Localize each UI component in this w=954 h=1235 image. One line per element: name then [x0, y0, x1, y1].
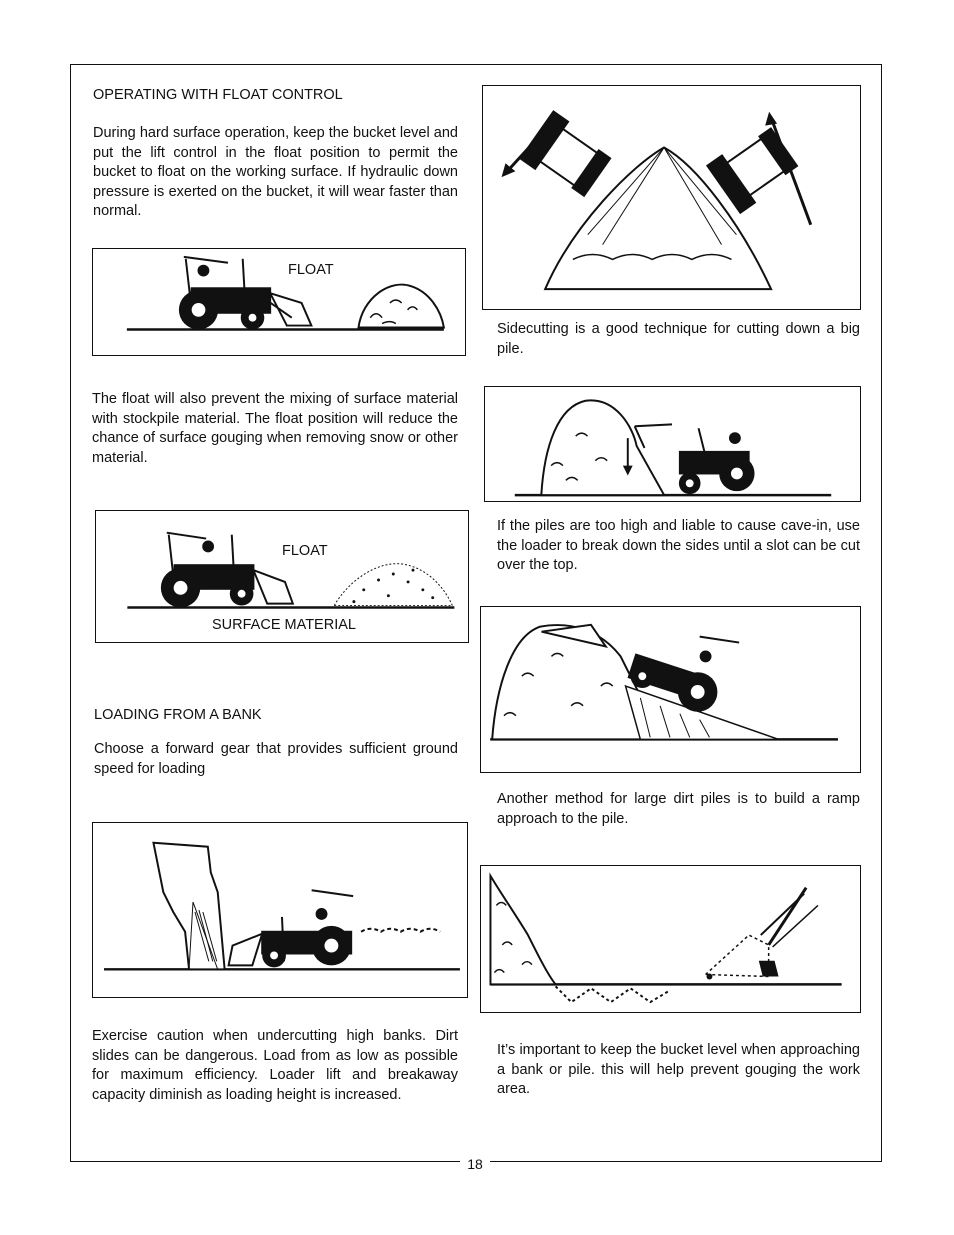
high-bank-figure — [92, 822, 468, 998]
break-down-pile-illustration — [485, 387, 860, 501]
float-label-2: FLOAT — [282, 543, 328, 559]
surface-material-label: SURFACE MATERIAL — [212, 617, 356, 633]
bucket-level-illustration — [481, 866, 860, 1012]
ramp-approach-illustration — [481, 607, 860, 772]
bucket-level-paragraph: It’s important to keep the bucket level when approaching a bank or pile. this will help prevent gouging the work area. — [497, 1042, 860, 1098]
tractor-float-illustration — [93, 249, 465, 355]
loading-bank-paragraph: Choose a forward gear that provides sufficient ground speed for loading — [94, 741, 458, 777]
sidecutting-paragraph: Sidecutting is a good technique for cutting down a big pile. — [497, 321, 860, 357]
sidecutting-figure — [482, 85, 861, 310]
ramp-figure — [480, 606, 861, 773]
ramp-paragraph: Another method for large dirt piles is to build a ramp approach to the pile. — [497, 791, 860, 827]
float-label: FLOAT — [288, 262, 334, 278]
page-number: 18 — [460, 1154, 490, 1174]
cave-in-figure — [484, 386, 861, 502]
float-figure — [92, 248, 466, 356]
undercutting-bank-illustration — [93, 823, 467, 997]
sidecutting-pile-illustration — [483, 86, 860, 309]
mixing-paragraph: The float will also prevent the mixing of surface material with stockpile material. The float position will reduce the chance of surface gouging when removing snow or other material. — [92, 391, 458, 466]
bucket-level-figure — [480, 865, 861, 1013]
surface-material-figure — [95, 510, 469, 643]
caution-paragraph: Exercise caution when undercutting high banks. Dirt slides can be dangerous. Load from as low as possible for maximum efficiency. Loader lift and breakaway capacity diminish as loading height is increased. — [92, 1028, 458, 1103]
float-control-heading: OPERATING WITH FLOAT CONTROL — [93, 87, 343, 103]
cave-in-paragraph: If the piles are too high and liable to cause cave-in, use the loader to break down the sides until a slot can be cut over the top. — [497, 518, 860, 574]
float-control-paragraph: During hard surface operation, keep the bucket level and put the lift control in the float position to permit the bucket to float on the working surface. If hydraulic down pressure is exerted on the bucket, it will wear faster than normal. — [93, 125, 458, 220]
loading-bank-heading: LOADING FROM A BANK — [94, 707, 262, 723]
